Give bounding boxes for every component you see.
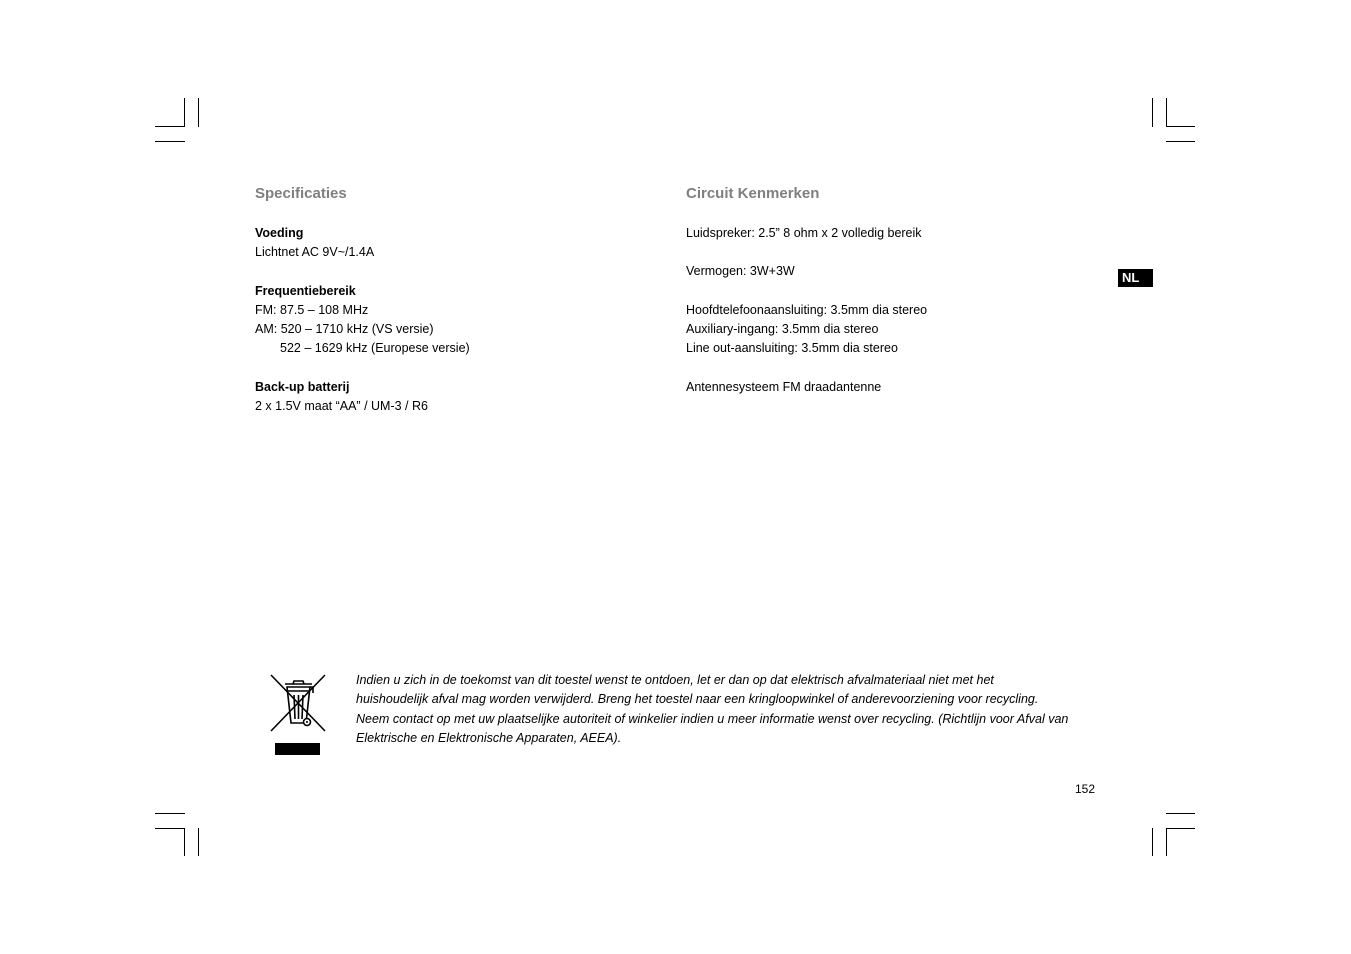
circuit-features-title: Circuit Kenmerken [686, 185, 820, 202]
crossed-out-wheelie-bin-icon [268, 673, 328, 757]
crop-mark [1166, 141, 1195, 142]
crop-mark [1152, 828, 1153, 856]
spec-line: FM: 87.5 – 108 MHz [255, 303, 369, 317]
crop-mark [155, 141, 185, 142]
crop-mark [155, 813, 185, 814]
spec-line: 522 – 1629 kHz (Europese versie) [280, 341, 470, 355]
crop-mark [1166, 126, 1195, 127]
disposal-notice [356, 671, 1116, 748]
spec-line: Voeding [255, 226, 304, 240]
language-badge: NL [1118, 269, 1153, 287]
feature-line: Hoofdtelefoonaansluiting: 3.5mm dia stereo [686, 303, 928, 317]
crop-mark [198, 828, 199, 856]
spec-line: 2 x 1.5V maat “AA” / UM-3 / R6 [255, 399, 428, 413]
crop-mark [184, 98, 185, 127]
crop-mark [1166, 828, 1167, 856]
feature-line: Line out-aansluiting: 3.5mm dia stereo [686, 341, 898, 355]
crop-mark [155, 126, 185, 127]
page-number: 152 [1075, 782, 1096, 796]
feature-line: Antennesysteem FM draadantenne [686, 380, 882, 394]
notice-line: Indien u zich in de toekomst van dit toestel wenst te ontdoen, let er dan op dat elektrisch afvalmateriaal niet met het [356, 673, 994, 687]
notice-line: huishoudelijk afval mag worden verwijderd. Breng het toestel naar een kringloopwinkel of anderevoorziening voor recycling. [356, 692, 1039, 707]
crop-mark [1166, 813, 1195, 814]
notice-line: Elektrische en Elektronische Apparaten, AEEA). [356, 730, 622, 745]
crop-mark [155, 828, 185, 829]
feature-line: Vermogen: 3W+3W [686, 264, 795, 278]
spec-line: Back-up batterij [255, 380, 350, 394]
crop-mark [1166, 828, 1195, 829]
crop-mark [184, 828, 185, 856]
crop-mark [1166, 98, 1167, 127]
crop-mark [198, 98, 199, 127]
notice-line: Neem contact op met uw plaatselijke autoriteit of winkelier indien u meer informatie wenst over recycling. (Richtlijn voor Afval van [356, 711, 1069, 726]
spec-line: Frequentiebereik [255, 284, 356, 298]
feature-line: Auxiliary-ingang: 3.5mm dia stereo [686, 322, 879, 336]
feature-line: Luidspreker: 2.5” 8 ohm x 2 volledig bereik [686, 226, 922, 240]
spec-line: AM: 520 – 1710 kHz (VS versie) [255, 322, 434, 336]
spec-line: Lichtnet AC 9V~/1.4A [255, 245, 375, 259]
specifications-title: Specificaties [255, 185, 347, 202]
crop-mark [1152, 98, 1153, 127]
